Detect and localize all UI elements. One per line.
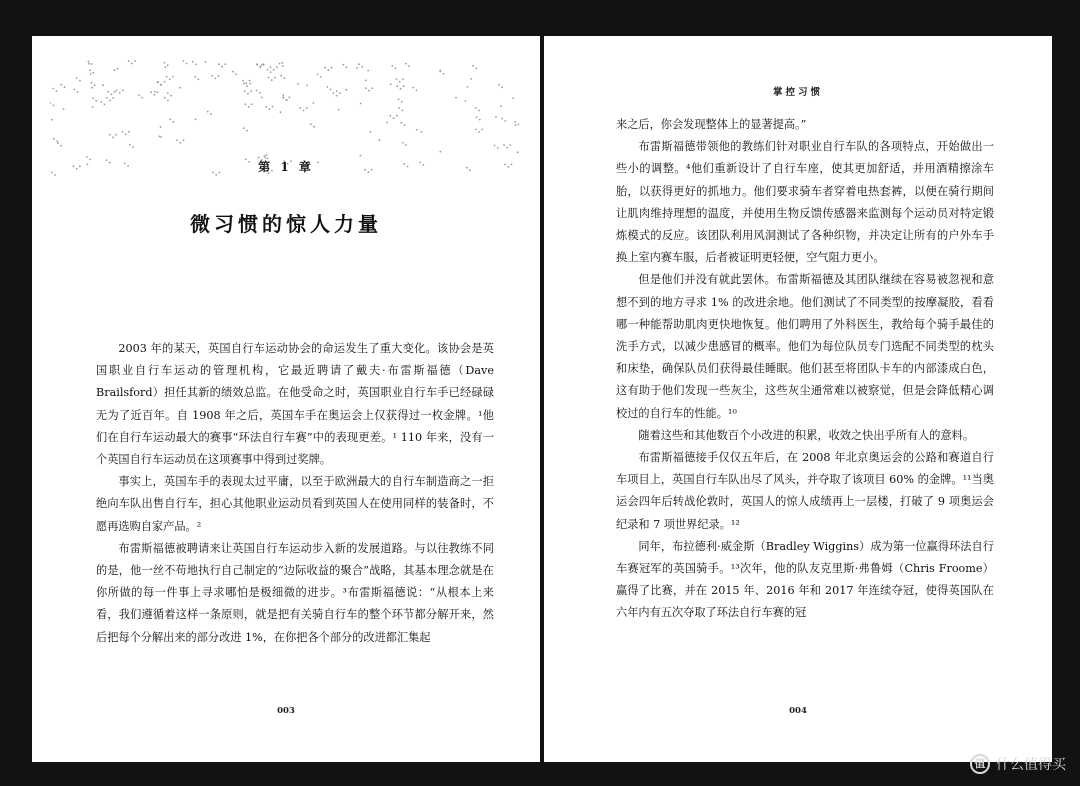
chapter-number: 第 1 章 <box>258 160 314 174</box>
right-page <box>544 36 1052 762</box>
watermark-text: 什么值得买 <box>996 757 1066 773</box>
left-page-body <box>96 338 494 649</box>
paragraph: 但是他们并没有就此罢休。布雷斯福德及其团队继续在容易被忽视和意想不到的地方寻求 1% 的改进余地。他们测试了不同类型的按摩凝胶，看看哪一种能帮助肌肉更快地恢复。他们聘用了外科医生，教给每个骑手最佳的洗手方式，以减少患感冒的概率。他们为每位队员专门选配不同类型的枕头和床垫，确保队员们获得最佳睡眠。他们甚至将团队卡车的内部漆成白色，这有助于他们发现一些灰尘，这些灰尘通常难以被察觉，但是会降低精心调校过的自行车的性能。¹⁰ <box>616 273 994 420</box>
paragraph: 来之后，你会发现整体上的显著提高。” <box>616 118 807 131</box>
left-page <box>32 36 540 762</box>
paragraph: 布雷斯福德被聘请来让英国自行车运动步入新的发展道路。与以往教练不同的是，他一丝不苟地执行自己制定的“边际收益的聚合”战略，其基本理念就是在你所做的每一件事上寻求哪怕是极细微的进步。³布雷斯福德说：“从根本上来看，我们遵循着这样一条原则，就是把有关骑自行车的整个环节都分解开来，然后把每个分解出来的部分改进 1%，在你把各个部分的改进都汇集起 <box>96 541 494 644</box>
chapter-title: 微习惯的惊人力量 <box>190 212 382 236</box>
paragraph: 同年，布拉德利·威金斯（Bradley Wiggins）成为第一位赢得环法自行车赛冠军的英国骑手。¹³次年，他的队友克里斯·弗鲁姆（Chris Froome）赢得了比赛，并在 2015 年、2016 年和 2017 年连续夺冠，使得英国队在六年内有五次夺取了环法自行车赛的冠 <box>616 539 994 620</box>
watermark <box>970 754 1066 774</box>
paragraph: 2003 年的某天，英国自行车运动协会的命运发生了重大变化。该协会是英国职业自行车运动的管理机构，它最近聘请了戴夫·布雷斯福德（Dave Brailsford）担任其新的绩效总监。在他受命之时，英国职业自行车手已经碌碌无为了近百年。自 1908 年之后，英国车手在奥运会上仅获得过一枚金牌。¹他们在自行车运动最大的赛事“环法自行车赛”中的表现更差。¹ 110 年来，没有一个英国自行车运动员在这项赛事中得到过奖牌。 <box>96 342 494 467</box>
right-page-body <box>616 114 994 625</box>
page-number: 004 <box>789 706 807 716</box>
watermark-logo-icon: 值 <box>970 754 990 774</box>
paragraph: 随着这些和其他数百个小改进的积累，收效之快出乎所有人的意料。 <box>638 428 975 442</box>
paragraph: 布雷斯福德接手仅仅五年后，在 2008 年北京奥运会的公路和赛道自行车项目上，英国自行车队出尽了风头，并夺取了该项目 60% 的金牌。¹¹当奥运会四年后转战伦敦时，英国人的惊人成绩再上一层楼，打破了 9 项奥运会纪录和 7 项世界纪录。¹² <box>616 451 994 531</box>
running-head: 掌控习惯 <box>772 87 823 98</box>
page-number: 003 <box>277 706 295 716</box>
paragraph: 布雷斯福德带领他的教练们针对职业自行车队的各项特点，开始做出一些小的调整。⁴他们重新设计了自行车座，使其更加舒适，并用酒精擦涂车胎，以获得更好的抓地力。他们要求骑车者穿着电热套裤，以便在骑行期间让肌肉维持理想的温度，并使用生物反馈传感器来监测每个运动员对特定锻炼模式的反应。该团队利用风洞测试了各种织物，并决定让所有的户外车手换上室内赛车服，后者被证明更轻便，空气阻力更小。 <box>616 140 994 265</box>
paragraph: 事实上，英国车手的表现太过平庸，以至于欧洲最大的自行车制造商之一拒绝向车队出售自行车，担心其他职业运动员看到英国人在使用同样的装备时，不愿再选购自家产品。² <box>96 475 494 533</box>
